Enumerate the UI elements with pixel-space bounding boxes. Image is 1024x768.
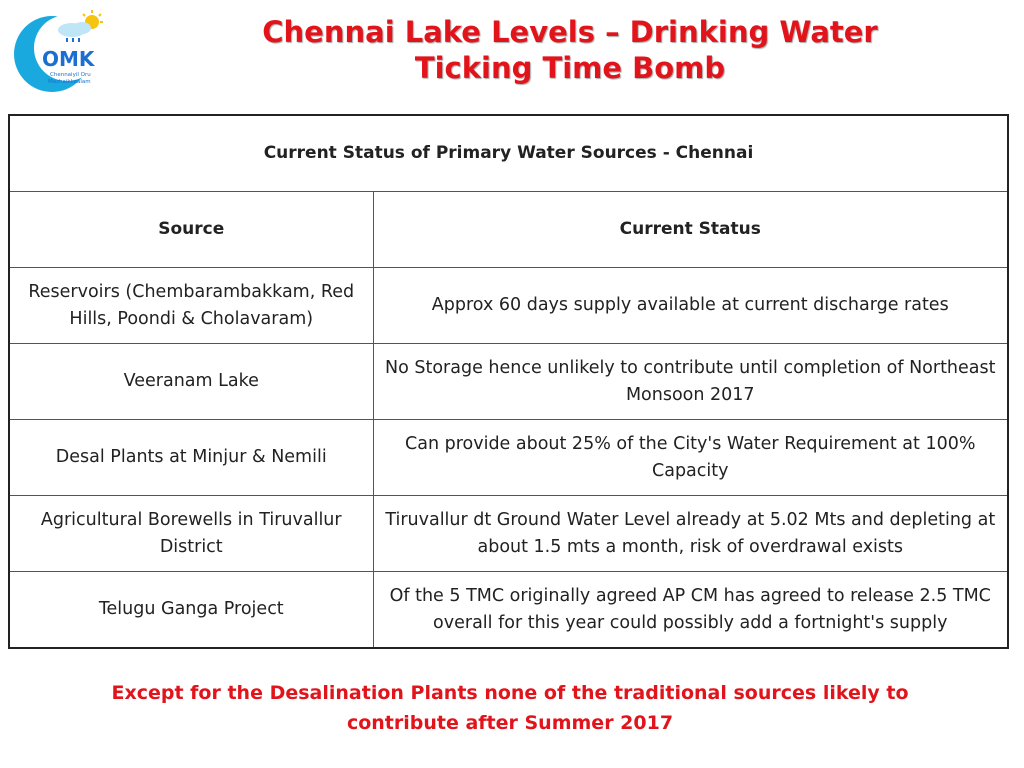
sun-cloud-moon-logo-icon — [12, 8, 104, 96]
table-row — [9, 268, 1008, 344]
status-cell: Approx 60 days supply available at current discharge rates — [373, 268, 1008, 344]
logo-main-text: OMK — [42, 47, 95, 71]
water-sources-table — [8, 114, 1009, 649]
source-cell: Telugu Ganga Project — [9, 572, 373, 649]
table-row — [9, 344, 1008, 420]
table-row — [9, 572, 1008, 649]
footer-note: Except for the Desalination Plants none of the traditional sources likely to contribute after Summer 2017 — [111, 682, 909, 734]
table-header-row — [9, 192, 1008, 268]
status-cell: Tiruvallur dt Ground Water Level already at 5.02 Mts and depleting at about 1.5 mts a month, risk of overdrawal exists — [373, 496, 1008, 572]
source-cell: Veeranam Lake — [9, 344, 373, 420]
title-line-1: Chennai Lake Levels – Drinking Water — [262, 15, 878, 49]
status-cell: No Storage hence unlikely to contribute until completion of Northeast Monsoon 2017 — [373, 344, 1008, 420]
source-cell: Agricultural Borewells in Tiruvallur District — [9, 496, 373, 572]
logo-line2: Mazhaikkaalam — [48, 79, 91, 85]
table-caption-row — [9, 115, 1008, 192]
omk-logo — [12, 8, 104, 96]
source-cell: Desal Plants at Minjur & Nemili — [9, 420, 373, 496]
table-caption: Current Status of Primary Water Sources - Chennai — [9, 115, 1008, 192]
source-cell: Reservoirs (Chembarambakkam, Red Hills, Poondi & Cholavaram) — [9, 268, 373, 344]
logo-line1: Chennaiyil Oru — [50, 72, 91, 78]
table-row — [9, 420, 1008, 496]
header-source: Source — [9, 192, 373, 268]
status-cell: Of the 5 TMC originally agreed AP CM has agreed to release 2.5 TMC overall for this year could possibly add a fortnight's supply — [373, 572, 1008, 649]
title-line-2: Ticking Time Bomb — [414, 51, 726, 85]
header-status: Current Status — [373, 192, 1008, 268]
table-row — [9, 496, 1008, 572]
status-cell: Can provide about 25% of the City's Water Requirement at 100% Capacity — [373, 420, 1008, 496]
page-title — [200, 14, 940, 86]
